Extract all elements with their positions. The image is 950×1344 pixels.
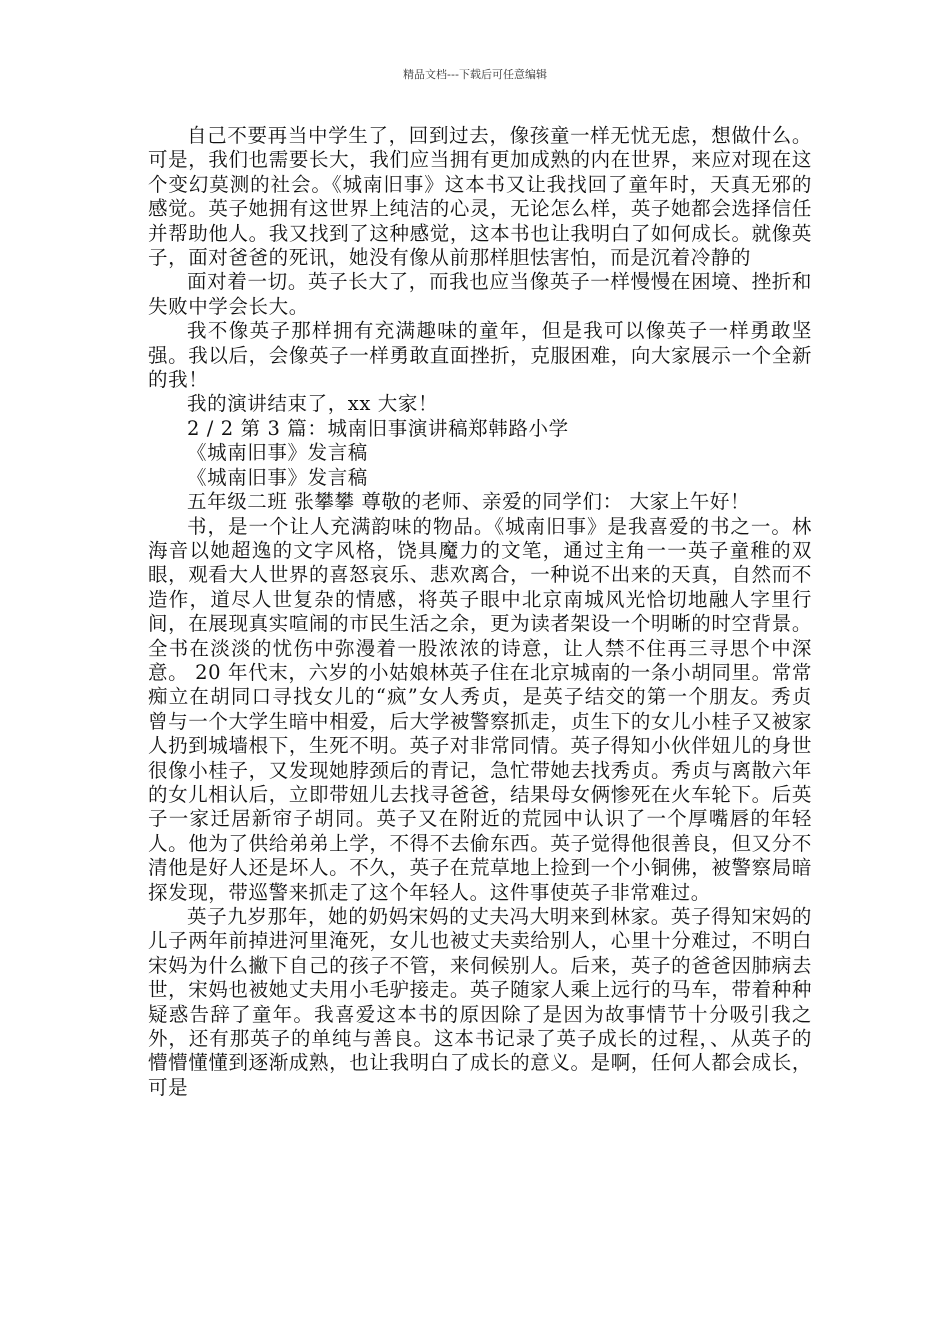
paragraph-4: 我的演讲结束了，xx 大家！ bbox=[187, 392, 439, 416]
paragraph-9: 书，是一个让人充满韵味的物品。《城南旧事》是我喜爱的书之一。林海音以她超逸的文字风格，饶具魔力的文笔，通过主角一一英子童稚的双眼，观看大人世界的喜怒哀乐、悲欢离合，一种说不出来的天真，自然而不造作，道尽人世复杂的情感，将英子眼中北京南城风光恰切地融人字里行间，在展现真实喧闹的市民生活之余，更为读者架设一个明晰的时空背景。全书在淡淡的忧伤中弥漫着一股浓浓的诗意，让人禁不住再三寻思个中深意。 20 年代末，六岁的小姑娘林英子住在北京城南的一条小胡同里。常常痴立在胡同口寻找女儿的“疯”女人秀贞，是英子结交的第一个朋友。秀贞曾与一个大学生暗中相爱，后大学被警察抓走，贞生下的女儿小桂子又被家人扔到城墙根下，生死不明。英子对非常同情。英子得知小伙伴妞儿的身世很像小桂子，又发现她脖颈后的青记，急忙带她去找秀贞。秀贞与离散六年的女儿相认后，立即带妞儿去找寻爸爸，结果母女俩惨死在火车轮下。后英子一家迁居新帘子胡同。英子又在附近的荒园中认识了一个厚嘴唇的年轻人。他为了供给弟弟上学，不得不去偷东西。英子觉得他很善良，但又分不清他是好人还是坏人。不久，英子在荒草地上捡到一个小铜佛，被警察局暗探发现，带巡警来抓走了这个年轻人。这件事使英子非常难过。 bbox=[148, 514, 812, 904]
document-body bbox=[148, 124, 812, 1100]
page-header: 精品文档---下载后可任意编辑 bbox=[403, 68, 547, 81]
paragraph-1: 自己不要再当中学生了，回到过去，像孩童一样无忧无虑，想做什么。可是，我们也需要长大，我们应当拥有更加成熟的内在世界，来应对现在这个变幻莫测的社会。《城南旧事》这本书又让我找回了童年时，天真无邪的感觉。英子她拥有这世界上纯洁的心灵，无论怎么样，英子她都会选择信任并帮助他人。我又找到了这种感觉，这本书也让我明白了如何成长。就像英子，面对爸爸的死讯，她没有像从前那样胆怯害怕，而是沉着冷静的 bbox=[148, 124, 812, 270]
paragraph-7: 《城南旧事》发言稿 bbox=[187, 465, 368, 489]
paragraph-2: 面对着一切。英子长大了，而我也应当像英子一样慢慢在困境、挫折和失败中学会长大。 bbox=[148, 270, 812, 318]
paragraph-8: 五年级二班 张攀攀 尊敬的老师、亲爱的同学们： 大家上午好！ bbox=[187, 490, 751, 514]
paragraph-3: 我不像英子那样拥有充满趣味的童年，但是我可以像英子一样勇敢坚强。我以后，会像英子一样勇敢直面挫折，克服困难，向大家展示一个全新的我！ bbox=[148, 319, 812, 392]
paragraph-10: 英子九岁那年，她的奶妈宋妈的丈夫冯大明来到林家。英子得知宋妈的儿子两年前掉进河里淹死，女儿也被丈夫卖给别人，心里十分难过，不明白宋妈为什么撇下自己的孩子不管，来伺候别人。后来，英子的爸爸因肺病去世，宋妈也被她丈夫用小毛驴接走。英子随家人乘上远行的马车，带着种种疑惑告辞了童年。我喜爱这本书的原因除了是因为故事情节十分吸引我之外，还有那英子的单纯与善良。这本书记录了英子成长的过程，、从英子的懵懵懂懂到逐渐成熟，也让我明白了成长的意义。是啊，任何人都会成长，可是 bbox=[148, 905, 812, 1099]
paragraph-6: 《城南旧事》发言稿 bbox=[187, 441, 368, 465]
paragraph-5: 2 / 2 第 3 篇：城南旧事演讲稿郑韩路小学 bbox=[187, 416, 569, 440]
